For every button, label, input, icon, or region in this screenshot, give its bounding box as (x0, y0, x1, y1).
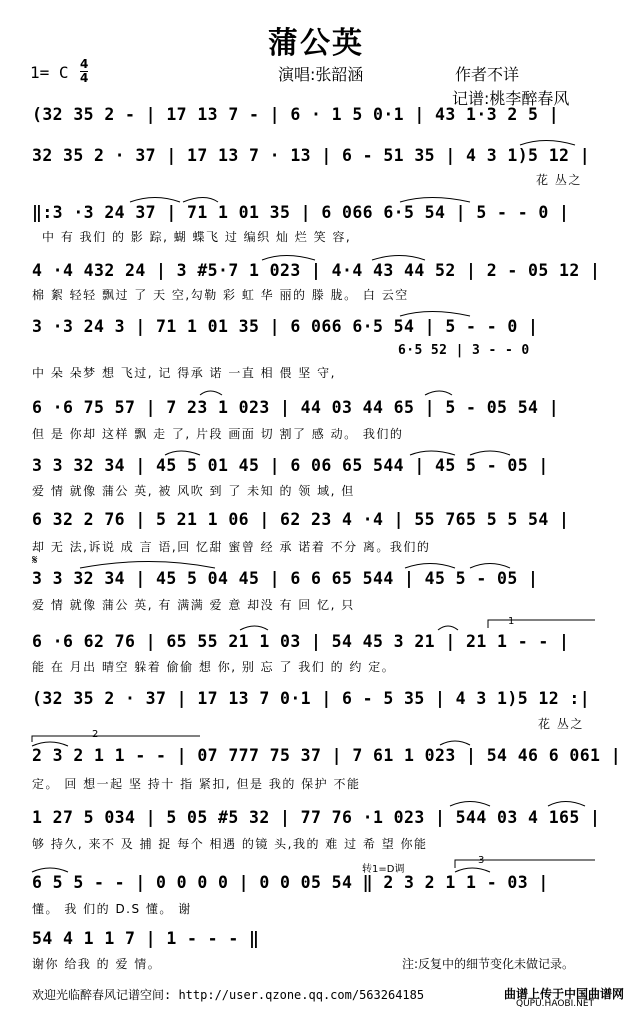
notation-line-15: 54 4 1 1 7 | 1 - - - ‖ (32, 929, 260, 948)
footer-credit: 欢迎光临醉春风记谱空间: http://user.qzone.qq.com/563264185 (32, 988, 425, 1002)
slur-mark (80, 562, 215, 569)
lyric-line-2: 花 丛之 (536, 173, 582, 187)
key-change-label: 转1=D调 (362, 864, 405, 875)
notation-line-4: 4 ·4 432 24 | 3 #5·7 1 023 | 4·4 43 44 52 | 2 - 05 12 | (32, 261, 601, 280)
notation-line-1: (32 35 2 - | 17 13 7 - | 6 · 1 5 0·1 | 43 1·3 2 5 | (32, 105, 560, 124)
lyric-line-10: 能 在 月出 晴空 躲着 偷偷 想 你, 别 忘 了 我们 的 约 定。 (32, 660, 396, 674)
slur-mark (470, 564, 510, 569)
volta-bracket-1 (488, 620, 595, 628)
lyric-line-14: 懂。 我 们的 D.S 懂。 谢 (32, 902, 192, 916)
watermark-text: 曲谱上传于中国曲谱网 (504, 987, 625, 1001)
notation-line-9: 3 3 32 34 | 45 5 04 45 | 6 6 65 544 | 45 5 - 05 | (32, 569, 539, 588)
notation-line-6: 6 ·6 75 57 | 7 23 1 023 | 44 03 44 65 | 5 - 05 54 | (32, 398, 560, 417)
lyric-line-9: 爱 情 就像 蒲公 英, 有 满满 爱 意 却没 有 回 忆, 只 (32, 598, 355, 612)
lyric-line-11: 花 丛之 (538, 717, 584, 731)
lyric-line-5: 中 朵 朵梦 想 飞过, 记 得承 诺 一直 相 偎 坚 守, (32, 366, 336, 380)
volta-3-label: 3 (478, 855, 485, 866)
slur-mark (372, 256, 425, 261)
notation-line-12: 2 3 2 1 1 - - | 07 777 75 37 | 7 61 1 023 | 54 46 6 061 | (32, 746, 622, 765)
notation-line-7: 3 3 32 34 | 45 5 01 45 | 6 06 65 544 | 45 5 - 05 | (32, 456, 549, 475)
slur-mark (410, 451, 455, 455)
footnote: 注:反复中的细节变化未做记录。 (402, 957, 575, 971)
slur-mark (548, 802, 585, 807)
slur-mark (450, 802, 490, 807)
notation-line-5: 3 ·3 24 3 | 71 1 01 35 | 6 066 6·5 54 | 5 - - 0 | (32, 317, 539, 336)
transcriber-credit: 记谱:桃李醉春风 (452, 89, 570, 108)
key-signature: 1= C (30, 63, 69, 82)
segno-sign: 𝄋 (32, 553, 38, 568)
song-title: 蒲公英 (268, 26, 364, 61)
slur-mark (440, 741, 470, 745)
notation-line-11: (32 35 2 · 37 | 17 13 7 0·1 | 6 - 5 35 | 4 3 1)5 12 :| (32, 689, 591, 708)
notation-line-2: 32 35 2 · 37 | 17 13 7 · 13 | 6 - 51 35 | 4 3 1)5 12 | (32, 146, 591, 165)
volta-bracket-3 (455, 860, 595, 868)
notation-line-10: 6 ·6 62 76 | 65 55 21 1 03 | 54 45 3 21 | 21 1 - - | (32, 632, 570, 651)
slur-mark (32, 742, 68, 746)
watermark-url: QUPU.HAOBI.NET (516, 999, 595, 1009)
slur-mark (183, 198, 218, 203)
slur-mark (438, 626, 458, 630)
slur-mark (165, 451, 200, 455)
notation-line-8: 6 32 2 76 | 5 21 1 06 | 62 23 4 ·4 | 55 765 5 5 54 | (32, 510, 570, 529)
author-credit: 作者不详 (455, 65, 520, 84)
volta-2-label: 2 (92, 729, 99, 740)
notation-line-3: ‖:3 ·3 24 37 | 71 1 01 35 | 6 066 6·5 54 | 5 - - 0 | (32, 203, 570, 222)
volta-bracket-2 (32, 736, 200, 742)
slur-mark (470, 451, 510, 455)
slur-mark (262, 256, 315, 261)
lyric-line-4: 棉 絮 轻轻 飘过 了 天 空,勾勒 彩 虹 华 丽的 滕 胧。 白 云空 (32, 288, 409, 302)
lyric-line-8: 却 无 法,诉说 成 言 语,回 忆甜 蜜曾 经 承 诺着 不分 离。我们的 (32, 540, 431, 554)
slur-mark (455, 868, 490, 872)
alt-ending-notes: 6·5 52 | 3 - - 0 (398, 343, 530, 358)
lyric-line-3: 中 有 我们 的 影 踪, 蝴 蝶飞 过 编织 灿 烂 笑 容, (42, 230, 352, 244)
slur-mark (400, 198, 470, 203)
time-top: 4 (80, 57, 89, 71)
time-bottom: 4 (80, 71, 89, 85)
notation-line-13: 1 27 5 034 | 5 05 #5 32 | 77 76 ·1 023 | 544 03 4 165 | (32, 808, 601, 827)
notation-line-14: 6 5 5 - - | 0 0 0 0 | 0 0 05 54 ‖ 2 3 2 1 1 - 03 | (32, 873, 549, 892)
slur-mark (32, 868, 68, 872)
volta-1-label: 1 (508, 616, 515, 627)
slur-mark (240, 626, 268, 630)
lyric-line-7: 爱 情 就像 蒲公 英, 被 风吹 到 了 未知 的 领 域, 但 (32, 484, 355, 498)
slur-mark (200, 391, 222, 395)
lyric-line-15: 谢你 给我 的 爱 情。 (32, 957, 162, 971)
slur-mark (520, 141, 575, 146)
lyric-line-13: 够 持久, 来不 及 捕 捉 每个 相遇 的镜 头,我的 难 过 希 望 你能 (32, 837, 428, 851)
slur-mark (130, 198, 180, 203)
slur-mark (400, 312, 470, 317)
slur-mark (425, 391, 452, 395)
slur-mark (405, 564, 455, 569)
lyric-line-12: 定。 回 想一起 坚 持十 指 紧扣, 但是 我的 保护 不能 (32, 777, 361, 791)
lyric-line-6: 但 是 你却 这样 飘 走 了, 片段 画面 切 割了 感 动。 我们的 (32, 427, 404, 441)
singer-credit: 演唱:张韶涵 (278, 65, 364, 84)
